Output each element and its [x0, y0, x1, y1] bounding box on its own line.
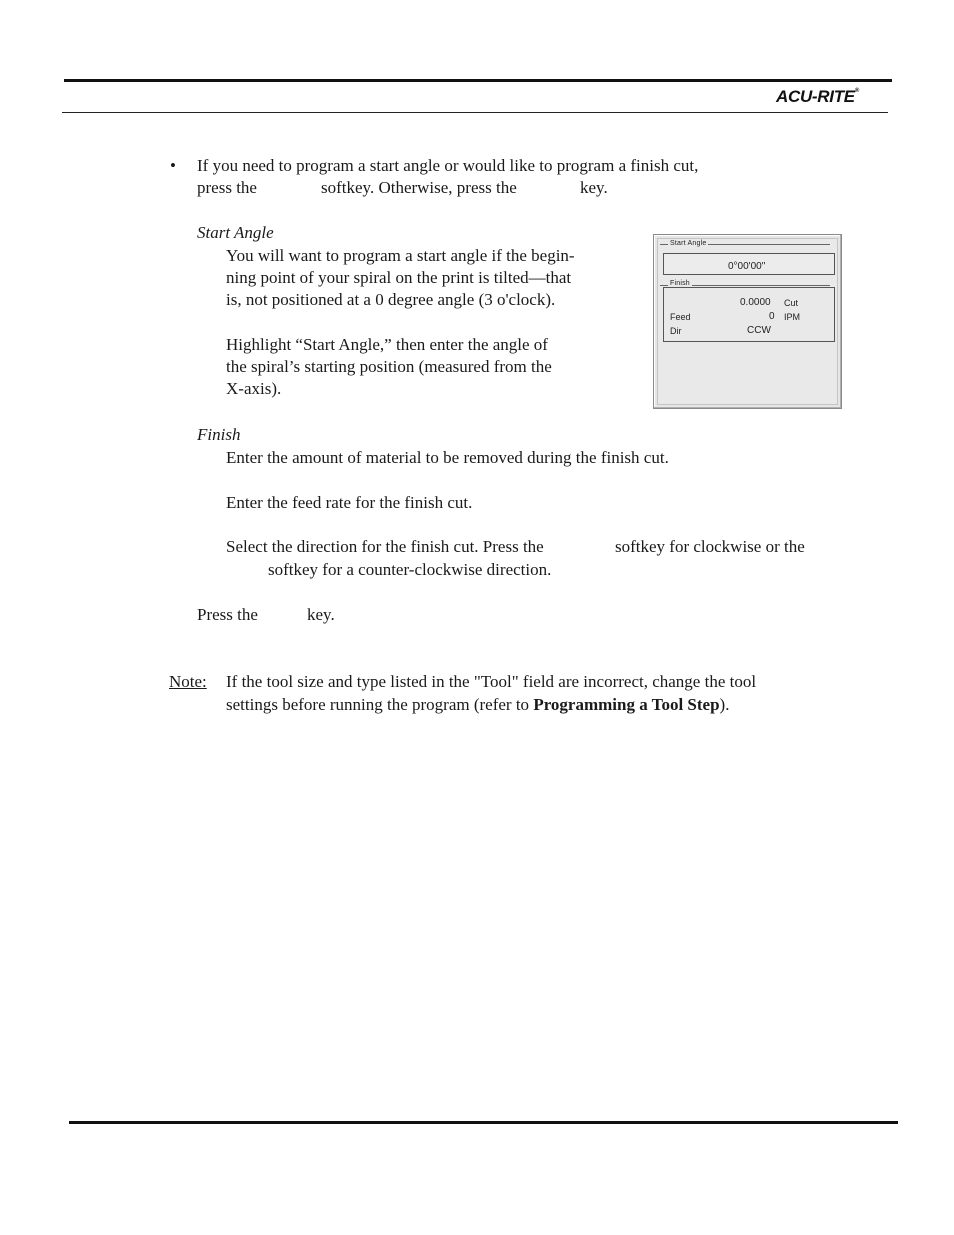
brand-logo	[776, 87, 859, 107]
footer-rule	[69, 1121, 898, 1124]
finish-para3-line1b: softkey for clockwise or the	[615, 537, 805, 556]
bullet-line-1: If you need to program a start angle or would like to program a finish cut,	[197, 156, 699, 175]
cut-value: 0.0000	[740, 297, 771, 308]
finish-para3-line2: softkey for a counter-clockwise direction.	[268, 560, 552, 579]
header-subrule	[62, 112, 888, 113]
form-panel	[657, 238, 838, 405]
dir-value: CCW	[747, 325, 771, 336]
bullet-line-2c: key.	[580, 178, 608, 197]
finish-para2: Enter the feed rate for the finish cut.	[226, 493, 473, 512]
press-text-a: Press the	[197, 605, 258, 624]
registered-mark: ®	[854, 88, 859, 94]
feed-unit: IPM	[784, 312, 801, 322]
start-angle-para2-line2: the spiral’s starting position (measured from the	[226, 357, 552, 376]
cut-label: Cut	[784, 298, 799, 308]
start-angle-para1-line2: ning point of your spiral on the print is tilted—that	[226, 268, 572, 287]
note-line-2-end: ).	[719, 695, 730, 714]
note-label: Note:	[169, 672, 207, 691]
spiral-form-screenshot	[653, 234, 842, 409]
note-reference-link: Programming a Tool Step	[533, 695, 720, 714]
header-rule	[64, 79, 892, 82]
finish-heading: Finish	[197, 425, 241, 444]
start-angle-para1-line1: You will want to program a start angle if the begin-	[226, 246, 575, 265]
finish-label: Finish	[670, 280, 690, 287]
note-line-2-text: settings before running the program (refer to	[226, 695, 534, 714]
finish-para3-line1a: Select the direction for the finish cut. Press the	[226, 537, 544, 556]
finish-para1: Enter the amount of material to be removed during the finish cut.	[226, 448, 669, 467]
press-text-b: key.	[307, 605, 335, 624]
start-angle-heading: Start Angle	[197, 223, 274, 242]
start-angle-para1-line3: is, not positioned at a 0 degree angle (3 o'clock).	[226, 290, 556, 309]
dir-label: Dir	[670, 326, 682, 336]
bullet-symbol: •	[170, 156, 176, 175]
bullet-line-2b: softkey. Otherwise, press the	[321, 178, 517, 197]
start-angle-label: Start Angle	[670, 240, 707, 247]
note-line-1: If the tool size and type listed in the "Tool" field are incorrect, change the tool	[226, 672, 757, 691]
note-line-2	[226, 694, 729, 716]
brand-name: ACU-RITE	[776, 87, 855, 106]
bullet-line-2a: press the	[197, 178, 257, 197]
feed-label: Feed	[670, 312, 691, 322]
start-angle-para2-line3: X-axis).	[226, 379, 282, 398]
start-angle-value: 0°00'00"	[728, 261, 766, 272]
start-angle-para2-line1: Highlight “Start Angle,” then enter the angle of	[226, 335, 548, 354]
feed-value: 0	[769, 311, 775, 322]
